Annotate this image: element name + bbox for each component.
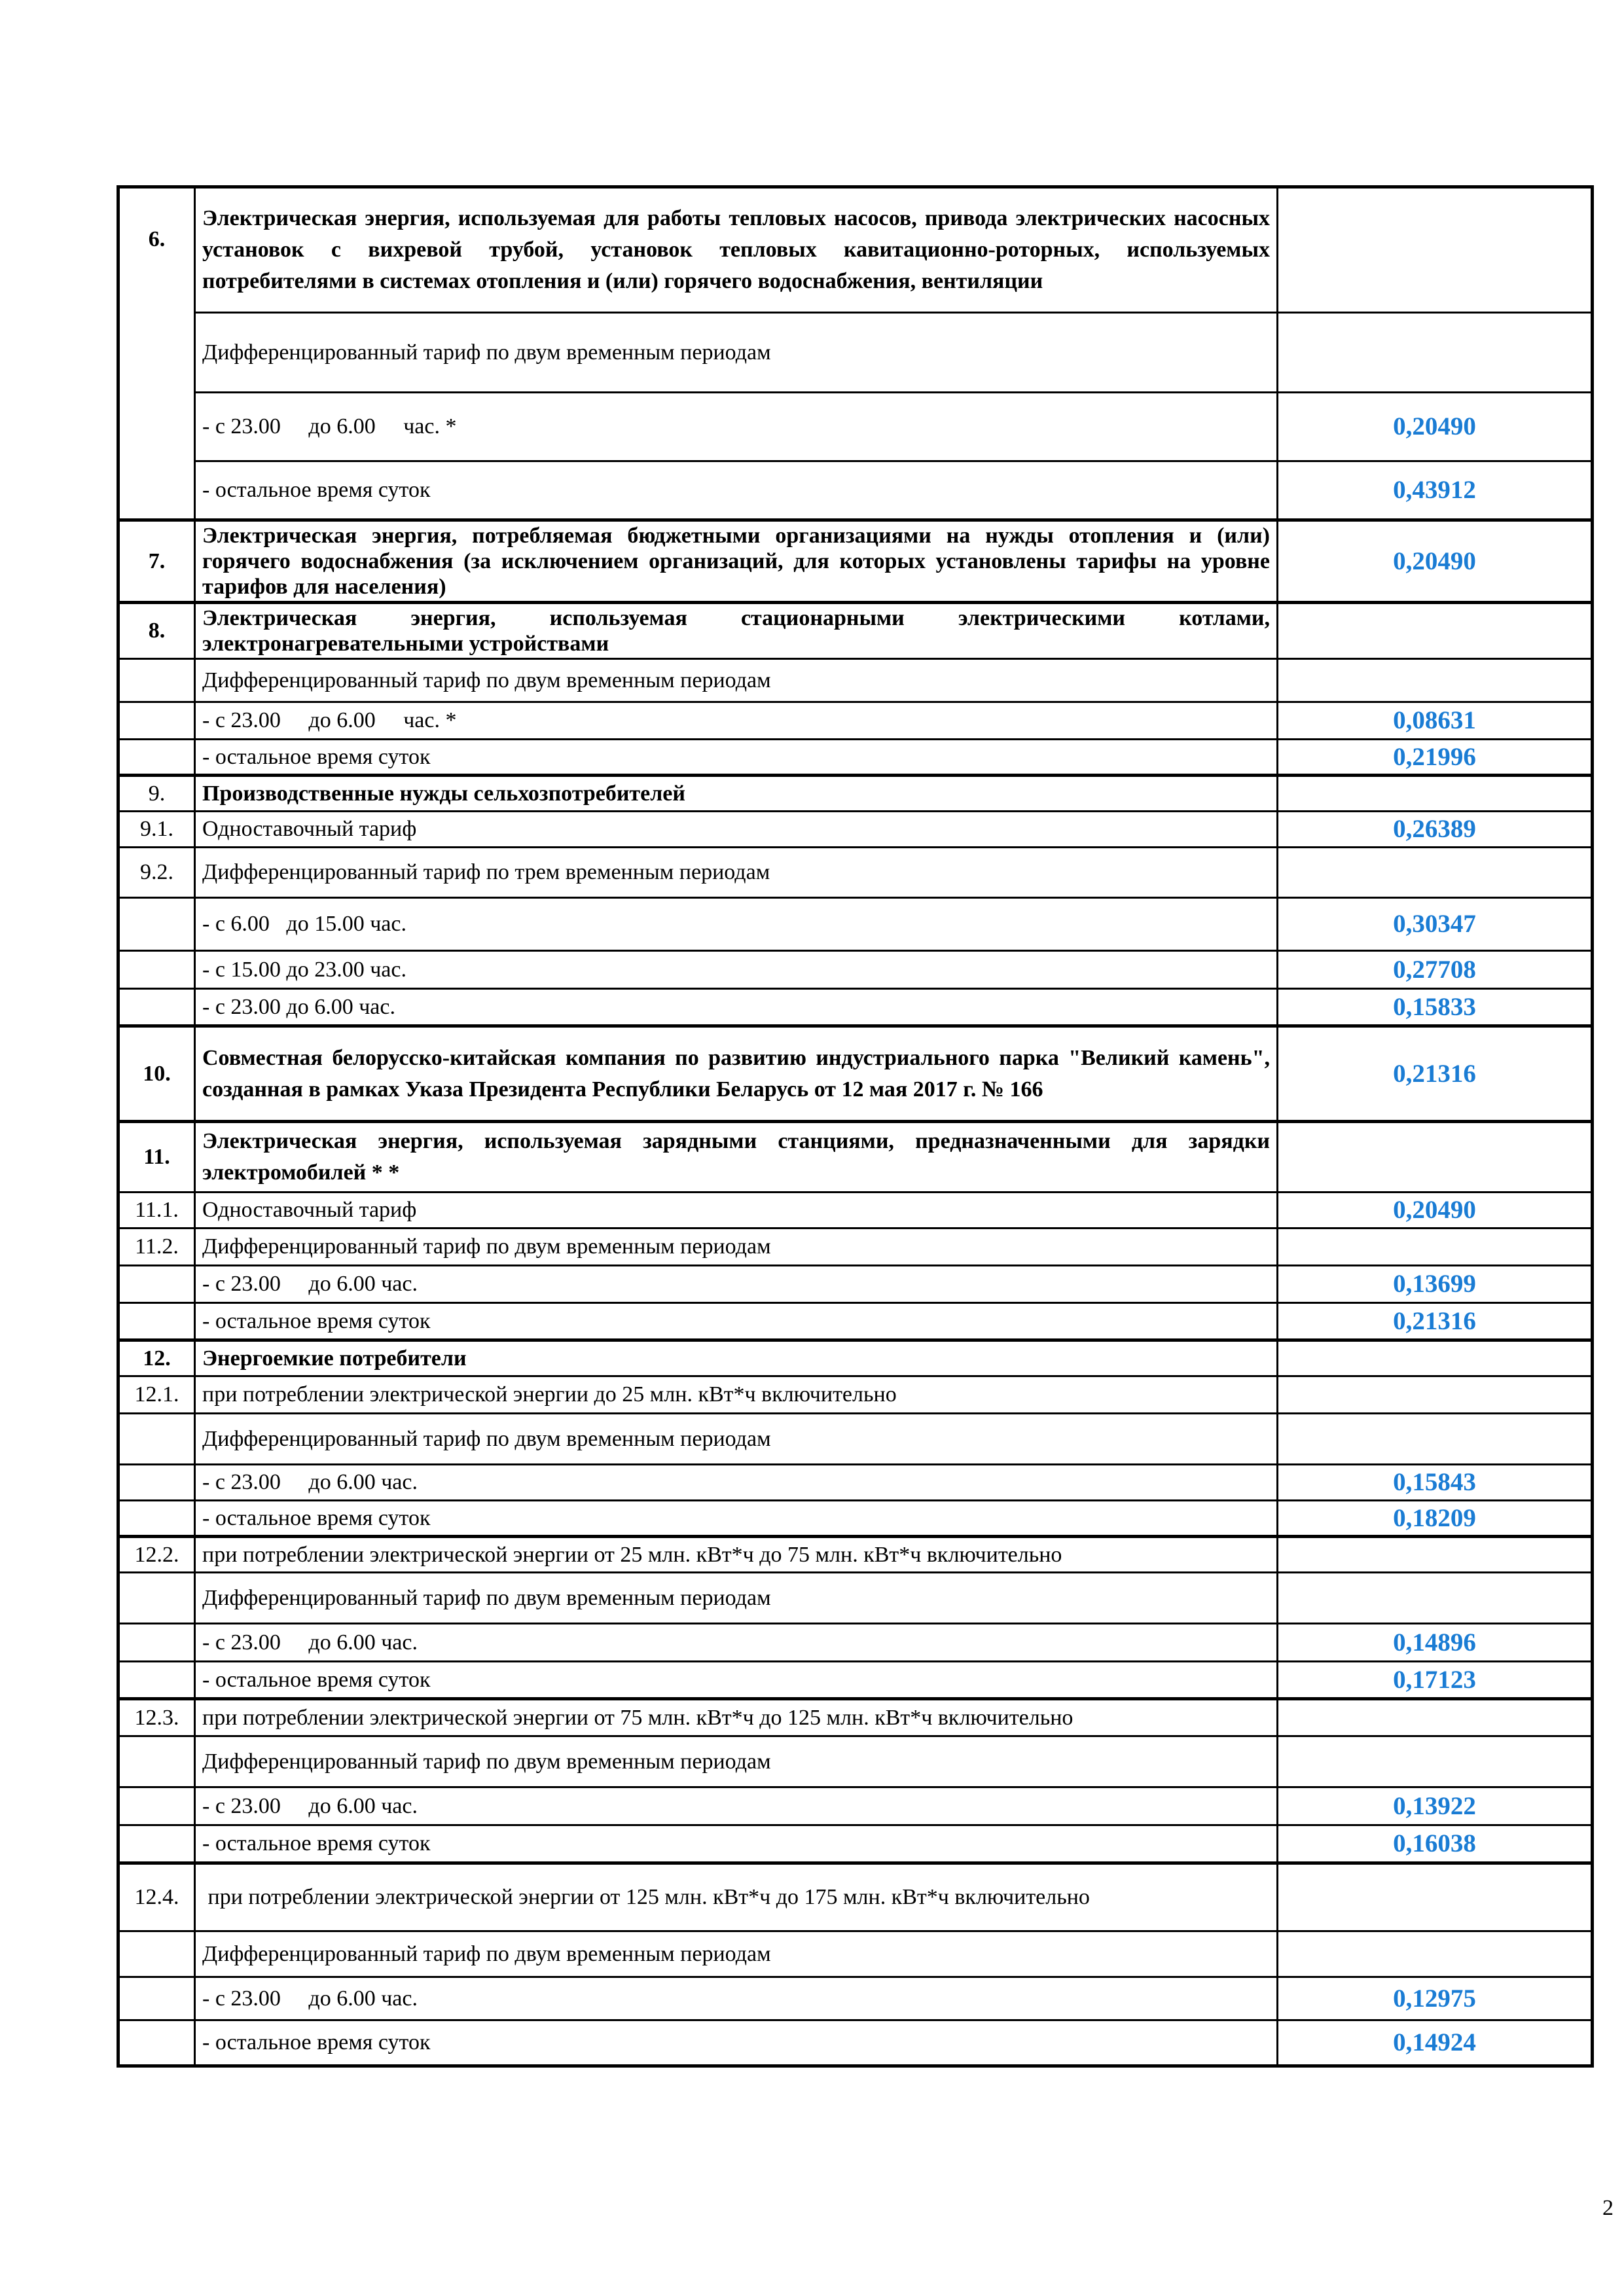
row-description-cell: Одноставочный тариф [195, 812, 1278, 848]
row-description-cell: - остальное время суток [195, 461, 1278, 520]
row-description-cell: - остальное время суток [195, 740, 1278, 776]
row-value-cell [1278, 1736, 1593, 1787]
table-row [118, 1376, 1593, 1414]
row-value-cell [1278, 187, 1593, 313]
row-value-cell [1278, 1122, 1593, 1193]
row-value-cell: 0,13922 [1278, 1787, 1593, 1825]
table-row [118, 1501, 1593, 1537]
row-value-cell: 0,17123 [1278, 1662, 1593, 1699]
row-value-cell [1278, 1414, 1593, 1465]
table-row [118, 1537, 1593, 1573]
table-row [118, 1977, 1593, 2020]
table-row [118, 776, 1593, 812]
table-row [118, 520, 1593, 603]
table-row [118, 1825, 1593, 1863]
row-description-cell: при потреблении электрической энергии от 25 млн. кВт*ч до 75 млн. кВт*ч включительно [195, 1537, 1278, 1573]
row-value-cell: 0,13699 [1278, 1266, 1593, 1303]
row-number-cell [118, 1624, 195, 1662]
tariff-table [117, 185, 1594, 2068]
table-row [118, 659, 1593, 702]
row-number-cell: 12.4. [118, 1863, 195, 1931]
row-description-cell: Электрическая энергия, используемая стационарными электрическими котлами, электронагревательными устройствами [195, 603, 1278, 659]
row-description-cell: - остальное время суток [195, 2020, 1278, 2066]
table-row [118, 812, 1593, 848]
row-description-cell: Дифференцированный тариф по трем временным периодам [195, 848, 1278, 898]
row-description-cell: - остальное время суток [195, 1662, 1278, 1699]
row-description-cell: - с 15.00 до 23.00 час. [195, 951, 1278, 989]
row-value-cell [1278, 1699, 1593, 1736]
row-description-cell: - с 23.00 до 6.00 час. * [195, 393, 1278, 461]
table-row [118, 1736, 1593, 1787]
row-value-cell [1278, 1376, 1593, 1414]
row-value-cell: 0,43912 [1278, 461, 1593, 520]
row-number-cell [118, 951, 195, 989]
row-number-cell: 11.2. [118, 1229, 195, 1266]
row-description-cell: при потреблении электрической энергии до 25 млн. кВт*ч включительно [195, 1376, 1278, 1414]
row-value-cell: 0,14896 [1278, 1624, 1593, 1662]
row-description-cell: Электрическая энергия, потребляемая бюджетными организациями на нужды отопления и (или) горячего водоснабжения (за исключением организаций, для которых установлены тарифы на уровне тарифов для населения) [195, 520, 1278, 603]
table-row [118, 740, 1593, 776]
row-description-cell: при потреблении электрической энергии от 125 млн. кВт*ч до 175 млн. кВт*ч включительно [195, 1863, 1278, 1931]
row-number-cell [118, 1303, 195, 1340]
row-number-cell [118, 659, 195, 702]
table-row [118, 1624, 1593, 1662]
table-row [118, 2020, 1593, 2066]
table-row [118, 1787, 1593, 1825]
table-row [118, 702, 1593, 740]
row-number-cell [118, 1825, 195, 1863]
table-row [118, 1026, 1593, 1122]
row-number-cell: 12.3. [118, 1699, 195, 1736]
table-row [118, 1465, 1593, 1501]
row-value-cell [1278, 1340, 1593, 1376]
row-description-cell: - с 23.00 до 6.00 час. [195, 989, 1278, 1026]
row-description-cell: Электрическая энергия, используемая для работы тепловых насосов, привода электрических насосных установок с вихревой трубой, установок тепловых кавитационно-роторных, используемых потребителями в системах отопления и (или) горячего водоснабжения, вентиляции [195, 187, 1278, 313]
row-value-cell [1278, 313, 1593, 393]
row-description-cell: Производственные нужды сельхозпотребителей [195, 776, 1278, 812]
row-value-cell: 0,20490 [1278, 393, 1593, 461]
row-description-cell: Дифференцированный тариф по двум временным периодам [195, 1229, 1278, 1266]
row-number-cell [118, 1266, 195, 1303]
table-row [118, 1573, 1593, 1624]
row-description-cell: - с 6.00 до 15.00 час. [195, 898, 1278, 951]
row-number-cell: 12.2. [118, 1537, 195, 1573]
row-number-cell [118, 1465, 195, 1501]
row-number-cell [118, 1977, 195, 2020]
row-number-cell: 9.2. [118, 848, 195, 898]
table-row [118, 461, 1593, 520]
row-number-cell: 12. [118, 1340, 195, 1376]
table-row [118, 1266, 1593, 1303]
row-value-cell [1278, 1229, 1593, 1266]
row-description-cell: Одноставочный тариф [195, 1193, 1278, 1229]
row-number-cell [118, 702, 195, 740]
row-number-cell: 9.1. [118, 812, 195, 848]
row-description-cell: - с 23.00 до 6.00 час. [195, 1266, 1278, 1303]
row-description-cell: Энергоемкие потребители [195, 1340, 1278, 1376]
row-number-cell [118, 1931, 195, 1977]
row-value-cell: 0,12975 [1278, 1977, 1593, 2020]
row-number-cell [118, 740, 195, 776]
row-description-cell: - с 23.00 до 6.00 час. [195, 1977, 1278, 2020]
row-value-cell: 0,08631 [1278, 702, 1593, 740]
row-number-cell: 7. [118, 520, 195, 603]
row-value-cell: 0,18209 [1278, 1501, 1593, 1537]
row-value-cell [1278, 603, 1593, 659]
table-row [118, 1699, 1593, 1736]
row-description-cell: Дифференцированный тариф по двум временным периодам [195, 1931, 1278, 1977]
row-value-cell: 0,16038 [1278, 1825, 1593, 1863]
table-row [118, 1193, 1593, 1229]
row-value-cell [1278, 1863, 1593, 1931]
row-number-cell [118, 1573, 195, 1624]
table-row [118, 1340, 1593, 1376]
row-value-cell: 0,15833 [1278, 989, 1593, 1026]
row-value-cell [1278, 776, 1593, 812]
row-value-cell [1278, 1931, 1593, 1977]
row-value-cell: 0,27708 [1278, 951, 1593, 989]
row-value-cell: 0,15843 [1278, 1465, 1593, 1501]
row-value-cell: 0,20490 [1278, 520, 1593, 603]
row-description-cell: Электрическая энергия, используемая зарядными станциями, предназначенными для зарядки электромобилей * * [195, 1122, 1278, 1193]
row-value-cell [1278, 659, 1593, 702]
row-description-cell: - с 23.00 до 6.00 час. [195, 1465, 1278, 1501]
table-row [118, 603, 1593, 659]
row-number-cell [118, 2020, 195, 2066]
table-row [118, 989, 1593, 1026]
row-description-cell: - остальное время суток [195, 1501, 1278, 1537]
row-description-cell: Совместная белорусско-китайская компания по развитию индустриального парка "Великий камень", созданная в рамках Указа Президента Республики Беларусь от 12 мая 2017 г. № 166 [195, 1026, 1278, 1122]
row-value-cell: 0,21316 [1278, 1026, 1593, 1122]
row-value-cell: 0,21316 [1278, 1303, 1593, 1340]
row-description-cell: - с 23.00 до 6.00 час. * [195, 702, 1278, 740]
row-number-cell [118, 898, 195, 951]
row-value-cell: 0,20490 [1278, 1193, 1593, 1229]
row-number-cell: 11. [118, 1122, 195, 1193]
row-number-cell: 8. [118, 603, 195, 659]
table-row [118, 1414, 1593, 1465]
row-number-cell [118, 1787, 195, 1825]
row-number-cell [118, 1736, 195, 1787]
table-row [118, 951, 1593, 989]
row-description-cell: - с 23.00 до 6.00 час. [195, 1787, 1278, 1825]
row-number-cell: 9. [118, 776, 195, 812]
row-value-cell [1278, 1537, 1593, 1573]
table-row [118, 1931, 1593, 1977]
row-description-cell: при потреблении электрической энергии от 75 млн. кВт*ч до 125 млн. кВт*ч включительно [195, 1699, 1278, 1736]
row-number-cell [118, 1414, 195, 1465]
row-value-cell [1278, 848, 1593, 898]
row-value-cell: 0,26389 [1278, 812, 1593, 848]
table-row [118, 187, 1593, 313]
row-description-cell: - с 23.00 до 6.00 час. [195, 1624, 1278, 1662]
table-row [118, 313, 1593, 393]
row-description-cell: Дифференцированный тариф по двум временным периодам [195, 1573, 1278, 1624]
row-number-cell [118, 989, 195, 1026]
table-row [118, 393, 1593, 461]
table-row [118, 1662, 1593, 1699]
row-number-cell: 6. [118, 187, 195, 520]
row-number-cell: 10. [118, 1026, 195, 1122]
row-number-cell: 11.1. [118, 1193, 195, 1229]
row-value-cell: 0,21996 [1278, 740, 1593, 776]
row-value-cell: 0,30347 [1278, 898, 1593, 951]
row-description-cell: - остальное время суток [195, 1825, 1278, 1863]
row-description-cell: Дифференцированный тариф по двум временным периодам [195, 313, 1278, 393]
row-description-cell: Дифференцированный тариф по двум временным периодам [195, 659, 1278, 702]
row-value-cell [1278, 1573, 1593, 1624]
table-row [118, 1229, 1593, 1266]
table-row [118, 1863, 1593, 1931]
row-number-cell: 12.1. [118, 1376, 195, 1414]
row-description-cell: Дифференцированный тариф по двум временным периодам [195, 1736, 1278, 1787]
table-row [118, 1303, 1593, 1340]
row-number-cell [118, 1501, 195, 1537]
table-row [118, 848, 1593, 898]
row-description-cell: - остальное время суток [195, 1303, 1278, 1340]
table-row [118, 1122, 1593, 1193]
row-number-cell [118, 1662, 195, 1699]
page-number: 2 [1602, 2196, 1614, 2220]
row-value-cell: 0,14924 [1278, 2020, 1593, 2066]
row-description-cell: Дифференцированный тариф по двум временным периодам [195, 1414, 1278, 1465]
table-row [118, 898, 1593, 951]
